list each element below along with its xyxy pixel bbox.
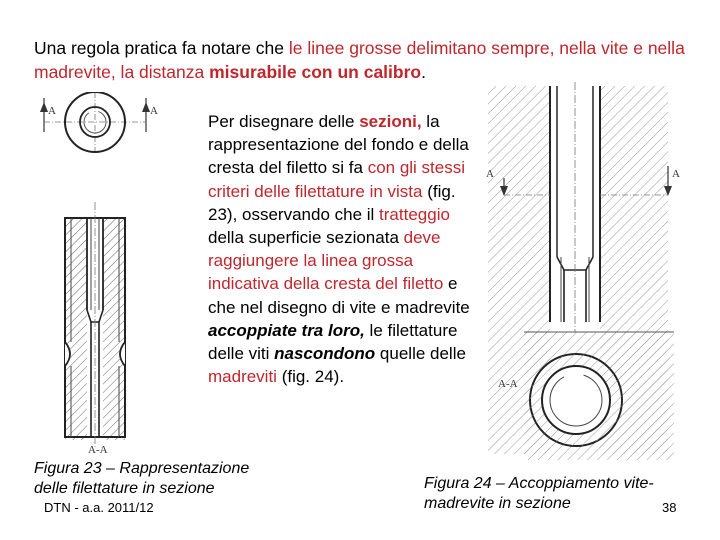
fig23-label-a-left: A — [48, 105, 56, 117]
fig23-label-a-right: A — [150, 105, 158, 117]
body-highlight-criteri: con gli stessi criteri delle filettature in vista — [208, 158, 466, 201]
intro-end: . — [421, 62, 426, 82]
fig23-section-label: A-A — [88, 444, 108, 456]
figure-24-caption: Figura 24 – Accoppiamento vite-madrevite in sezione — [424, 475, 654, 512]
figure-24-drawing — [480, 82, 680, 460]
body-highlight-sezioni: sezioni, — [359, 112, 422, 131]
footer-course-label: DTN - a.a. 2011/12 — [44, 500, 154, 515]
intro-text-1: Una regola pratica fa notare che — [34, 38, 289, 58]
body-paragraph — [208, 110, 480, 388]
fig24-label-a-left: A — [486, 168, 494, 180]
page-number: 38 — [662, 500, 677, 515]
body-highlight-tratteggio: tratteggio — [379, 204, 450, 224]
figure-23-drawing — [30, 92, 200, 457]
body-text-11: le filettature delle viti — [208, 320, 458, 364]
intro-paragraph — [34, 36, 694, 84]
intro-bold-highlight: misurabile con un calibro — [209, 62, 422, 82]
body-text-3: la rappresentazione del fondo e della cresta del filetto si fa — [208, 112, 469, 178]
body-text-15: (fig. 24). — [276, 367, 345, 387]
body-highlight-madreviti: madreviti — [208, 367, 277, 387]
body-text-9: e che nel disegno di vite e madrevite — [208, 274, 470, 317]
body-text-5: (fig. 23), osservando che il — [208, 181, 456, 224]
body-text-7: della superficie sezionata — [208, 228, 404, 248]
fig24-label-a-right: A — [672, 168, 680, 180]
body-emphasis-accoppiate: accoppiate tra loro, — [208, 320, 365, 340]
body-emphasis-nascondono: nascondono — [274, 344, 376, 364]
body-text-13: quelle delle — [375, 344, 466, 364]
body-highlight-linea: deve raggiungere la linea grossa indicativa della cresta del filetto — [208, 228, 444, 294]
fig24-section-label: A-A — [498, 378, 518, 390]
figure-23-caption: Figura 23 – Rappresentazione delle filettature in sezione — [34, 460, 250, 497]
body-text-1: Per disegnare delle — [208, 112, 360, 131]
intro-highlight: le linee grosse delimitano sempre, nella vite e nella madrevite, la distanza — [34, 38, 685, 82]
